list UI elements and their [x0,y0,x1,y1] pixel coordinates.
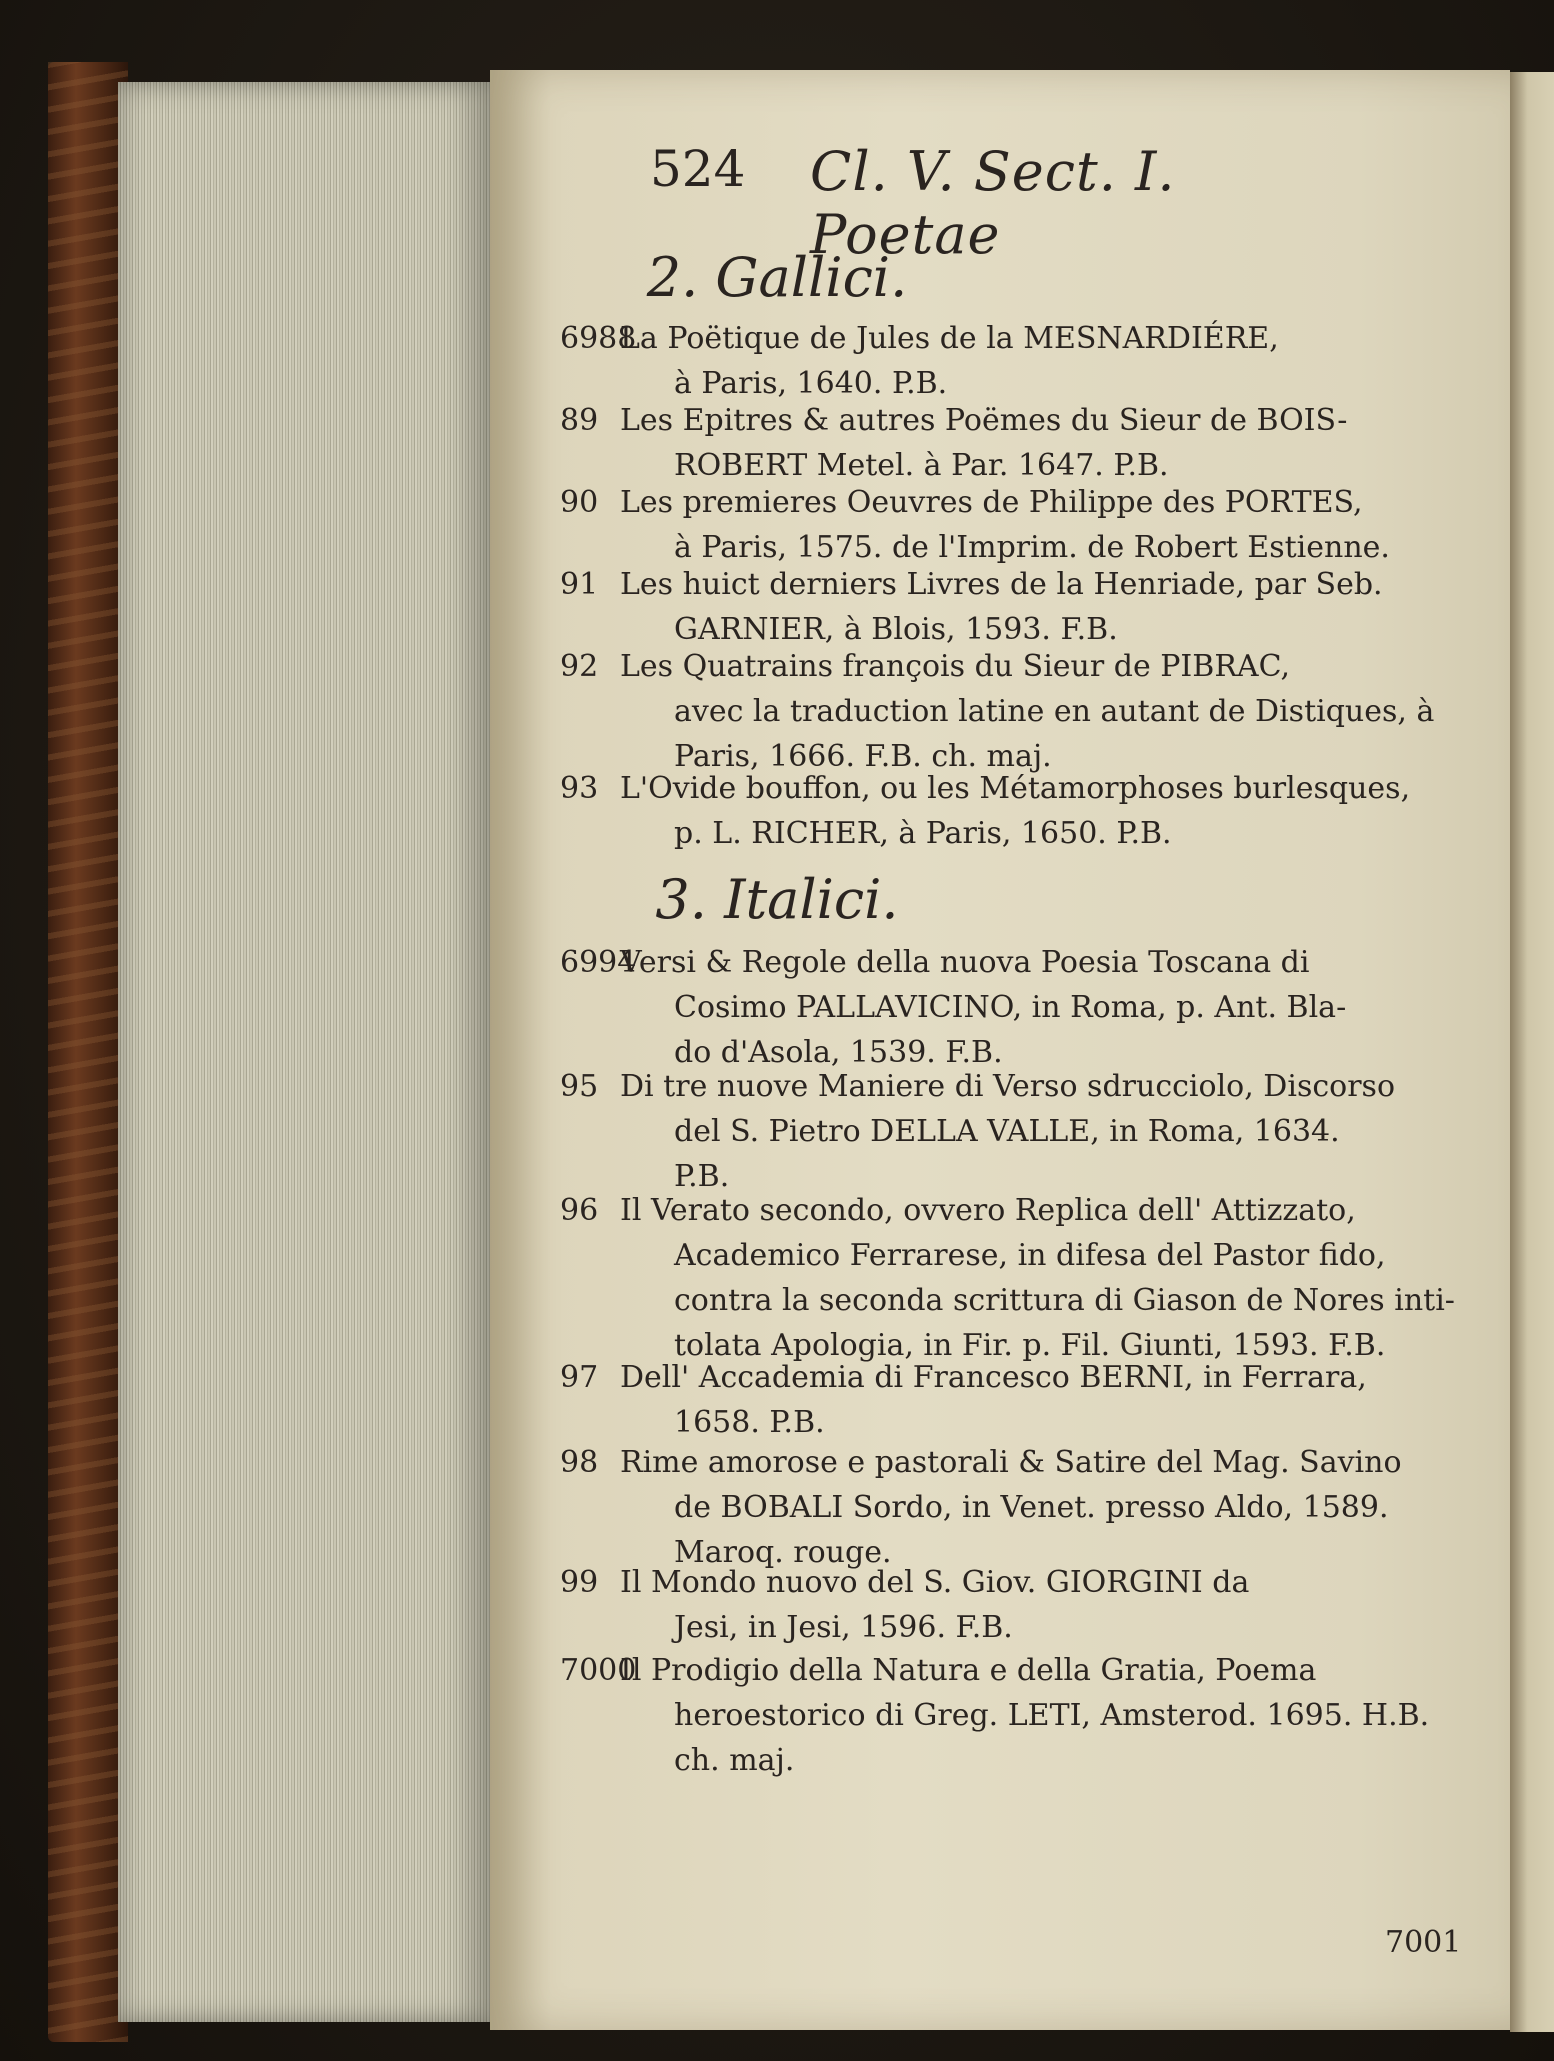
catalogue-entry [560,480,1470,570]
entry-number: 90 [560,485,599,520]
page-edges [118,82,490,2022]
entry-number: 6988 [560,321,637,356]
entry-number: 91 [560,567,599,602]
entry-line: GARNIER, à Blois, 1593. F.B. [674,612,1118,647]
entry-line: heroestorico di Greg. LETI, Amsterod. 1695. H.B. [674,1698,1430,1733]
entry-line: Les premieres Oeuvres de Philippe des PORTES, [620,485,1363,520]
section-heading: 2. Gallici. [646,246,908,309]
section-heading: 3. Italici. [655,868,899,931]
entry-line: Jesi, in Jesi, 1596. F.B. [674,1610,1013,1645]
entry-line: Rime amorose e pastorali & Satire del Mag. Savino [620,1445,1402,1480]
entry-line: Les Epitres & autres Poëmes du Sieur de BOIS- [620,403,1348,438]
entry-line: ROBERT Metel. à Par. 1647. P.B. [674,448,1169,483]
entry-line: Academico Ferrarese, in difesa del Pastor fido, [674,1238,1386,1273]
entry-number: 96 [560,1193,599,1228]
entry-line: p. L. RICHER, à Paris, 1650. P.B. [674,816,1172,851]
catalogue-entry [560,940,1470,1075]
running-head [650,140,1370,266]
entry-number: 6994 [560,945,637,980]
catalogue-entry [560,1648,1470,1783]
entry-number: 93 [560,771,599,806]
entry-number: 97 [560,1360,599,1395]
entry-line: tolata Apologia, in Fir. p. Fil. Giunti, 1593. F.B. [674,1328,1386,1363]
entry-line: del S. Pietro DELLA VALLE, in Roma, 1634. [674,1114,1340,1149]
entry-line: avec la traduction latine en autant de Distiques, à [674,694,1435,729]
entry-line: Dell' Accademia di Francesco BERNI, in Ferrara, [620,1360,1367,1395]
entry-line: Versi & Regole della nuova Poesia Toscana di [620,945,1310,980]
catalogue-entry [560,766,1470,856]
entry-line: Les huict derniers Livres de la Henriade, par Seb. [620,567,1383,602]
catalogue-entry [560,1064,1470,1199]
facing-page-edge [1510,72,1554,2032]
running-title: Cl. V. Sect. I. Poetae [810,140,1176,266]
catalogue-entry [560,1560,1470,1650]
entry-line: de BOBALI Sordo, in Venet. presso Aldo, 1589. [674,1490,1389,1525]
entry-number: 92 [560,649,599,684]
entry-line: Maroq. rouge. [674,1535,892,1570]
catalogue-entry [560,316,1470,406]
catalogue-entry [560,644,1470,779]
entry-line: Il Verato secondo, ovvero Replica dell' Attizzato, [620,1193,1356,1228]
entry-number: 7000 [560,1653,637,1688]
entry-line: 1658. P.B. [674,1405,825,1440]
book-cover [48,62,128,2042]
catalogue-entry [560,562,1470,652]
entry-line: Paris, 1666. F.B. ch. maj. [674,739,1052,774]
entry-line: à Paris, 1575. de l'Imprim. de Robert Estienne. [674,530,1390,565]
entry-line: contra la seconda scrittura di Giason de Nores inti- [674,1283,1455,1318]
entry-line: Les Quatrains françois du Sieur de PIBRAC, [620,649,1290,684]
entry-number: 89 [560,403,599,438]
entry-line: L'Ovide bouffon, ou les Métamorphoses burlesques, [620,771,1411,806]
entry-number: 95 [560,1069,599,1104]
entry-line: ch. maj. [674,1743,795,1778]
entry-line: Il Prodigio della Natura e della Gratia, Poema [620,1653,1317,1688]
entry-line: à Paris, 1640. P.B. [674,366,948,401]
entry-number: 99 [560,1565,599,1600]
entry-line: Il Mondo nuovo del S. Giov. GIORGINI da [620,1565,1250,1600]
page-number: 524 [650,140,746,198]
catalogue-entry [560,1440,1470,1575]
catalogue-entry [560,398,1470,488]
entry-line: do d'Asola, 1539. F.B. [674,1035,1003,1070]
entry-line: La Poëtique de Jules de la MESNARDIÉRE, [620,321,1279,356]
cover-marbling [48,62,128,2042]
entry-line: P.B. [674,1159,730,1194]
entry-line: Di tre nuove Maniere di Verso sdrucciolo, Discorso [620,1069,1396,1104]
catchword: 7001 [1385,1925,1462,1960]
catalogue-entry [560,1188,1470,1368]
entry-number: 98 [560,1445,599,1480]
entry-line: Cosimo PALLAVICINO, in Roma, p. Ant. Bla- [674,990,1347,1025]
catalogue-entry [560,1355,1470,1445]
